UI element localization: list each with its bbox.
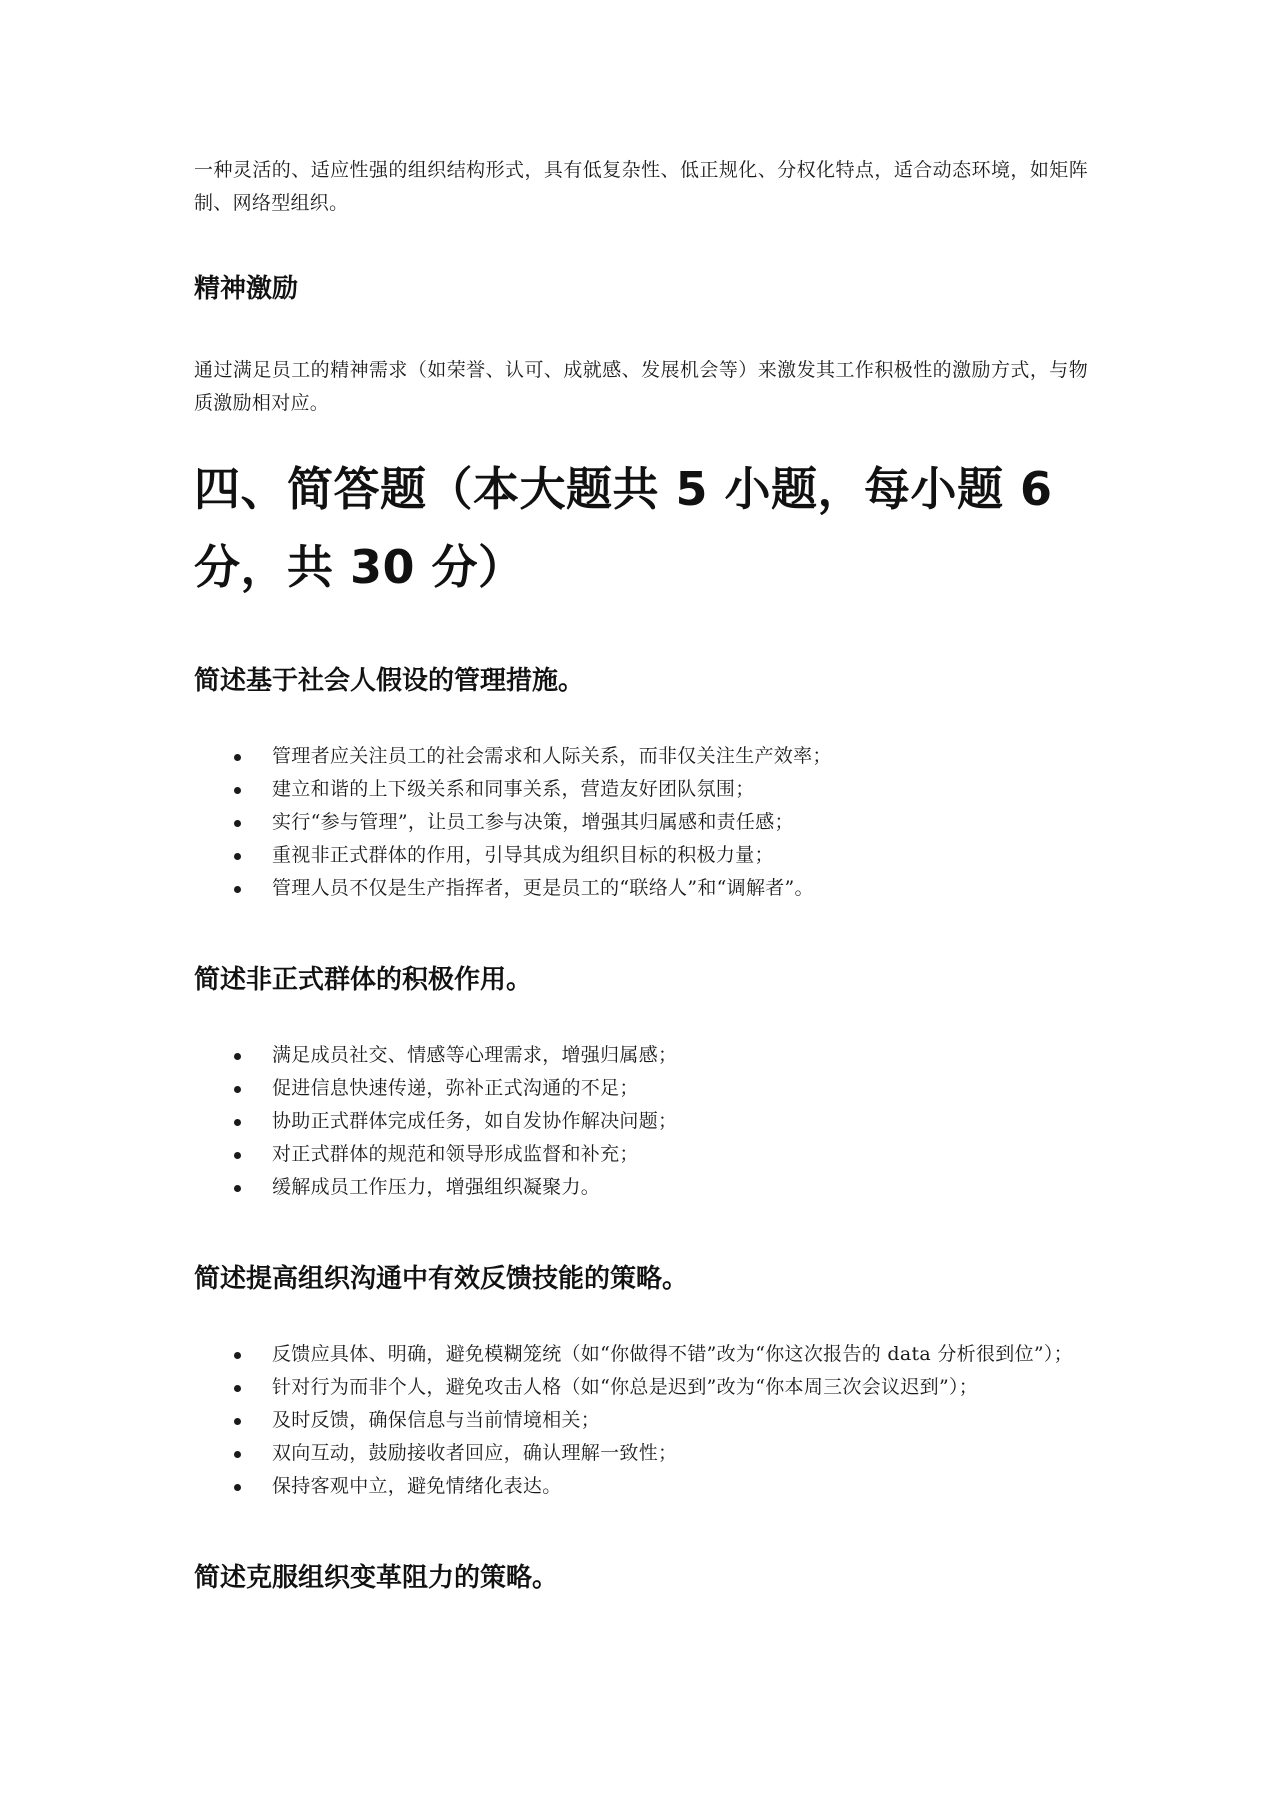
bullet-dot-icon [234, 1119, 241, 1126]
answer-list-1 [194, 740, 1088, 905]
list-item: 重视非正式群体的作用，引导其成为组织目标的积极力量； [194, 839, 1088, 872]
intro-paragraph: 一种灵活的、适应性强的组织结构形式，具有低复杂性、低正规化、分权化特点，适合动态环境，如矩阵制、网络型组织。 [194, 159, 1088, 214]
document-page [194, 154, 1088, 1595]
question-heading-2: 简述非正式群体的积极作用。 [194, 965, 533, 995]
list-item: 管理人员不仅是生产指挥者，更是员工的“联络人”和“调解者”。 [194, 872, 1088, 905]
list-item: 对正式群体的规范和领导形成监督和补充； [194, 1138, 1088, 1171]
question-heading-4: 简述克服组织变革阻力的策略。 [194, 1563, 559, 1593]
section-title: 四、简答题（本大题共 5 小题，每小题 6 分，共 30 分） [194, 462, 1053, 594]
list-item: 针对行为而非个人，避免攻击人格（如“你总是迟到”改为“你本周三次会议迟到”）； [194, 1371, 1088, 1404]
list-item: 双向互动，鼓励接收者回应，确认理解一致性； [194, 1437, 1088, 1470]
list-item: 管理者应关注员工的社会需求和人际关系，而非仅关注生产效率； [194, 740, 1088, 773]
bullet-dot-icon [234, 1152, 241, 1159]
bullet-dot-icon [234, 1385, 241, 1392]
bullet-dot-icon [234, 853, 241, 860]
bullet-dot-icon [234, 1053, 241, 1060]
bullet-dot-icon [234, 886, 241, 893]
bullet-dot-icon [234, 1352, 241, 1359]
answer-list-3 [194, 1338, 1088, 1503]
term-paragraph: 通过满足员工的精神需求（如荣誉、认可、成就感、发展机会等）来激发其工作积极性的激励方式，与物质激励相对应。 [194, 359, 1088, 414]
list-item: 促进信息快速传递，弥补正式沟通的不足； [194, 1072, 1088, 1105]
list-item: 满足成员社交、情感等心理需求，增强归属感； [194, 1039, 1088, 1072]
bullet-dot-icon [234, 754, 241, 761]
bullet-dot-icon [234, 1451, 241, 1458]
answer-list-2 [194, 1039, 1088, 1204]
question-heading-1: 简述基于社会人假设的管理措施。 [194, 666, 585, 696]
bullet-dot-icon [234, 1185, 241, 1192]
list-item: 建立和谐的上下级关系和同事关系，营造友好团队氛围； [194, 773, 1088, 806]
question-heading-3: 简述提高组织沟通中有效反馈技能的策略。 [194, 1264, 689, 1294]
bullet-dot-icon [234, 1484, 241, 1491]
bullet-dot-icon [234, 787, 241, 794]
list-item: 协助正式群体完成任务，如自发协作解决问题； [194, 1105, 1088, 1138]
bullet-dot-icon [234, 820, 241, 827]
list-item: 缓解成员工作压力，增强组织凝聚力。 [194, 1171, 1088, 1204]
list-item: 及时反馈，确保信息与当前情境相关； [194, 1404, 1088, 1437]
list-item: 反馈应具体、明确，避免模糊笼统（如“你做得不错”改为“你这次报告的 data 分析很到位”）； [194, 1338, 1088, 1371]
term-heading: 精神激励 [194, 274, 299, 304]
bullet-dot-icon [234, 1086, 241, 1093]
list-item: 实行“参与管理”，让员工参与决策，增强其归属感和责任感； [194, 806, 1088, 839]
list-item: 保持客观中立，避免情绪化表达。 [194, 1470, 1088, 1503]
bullet-dot-icon [234, 1418, 241, 1425]
